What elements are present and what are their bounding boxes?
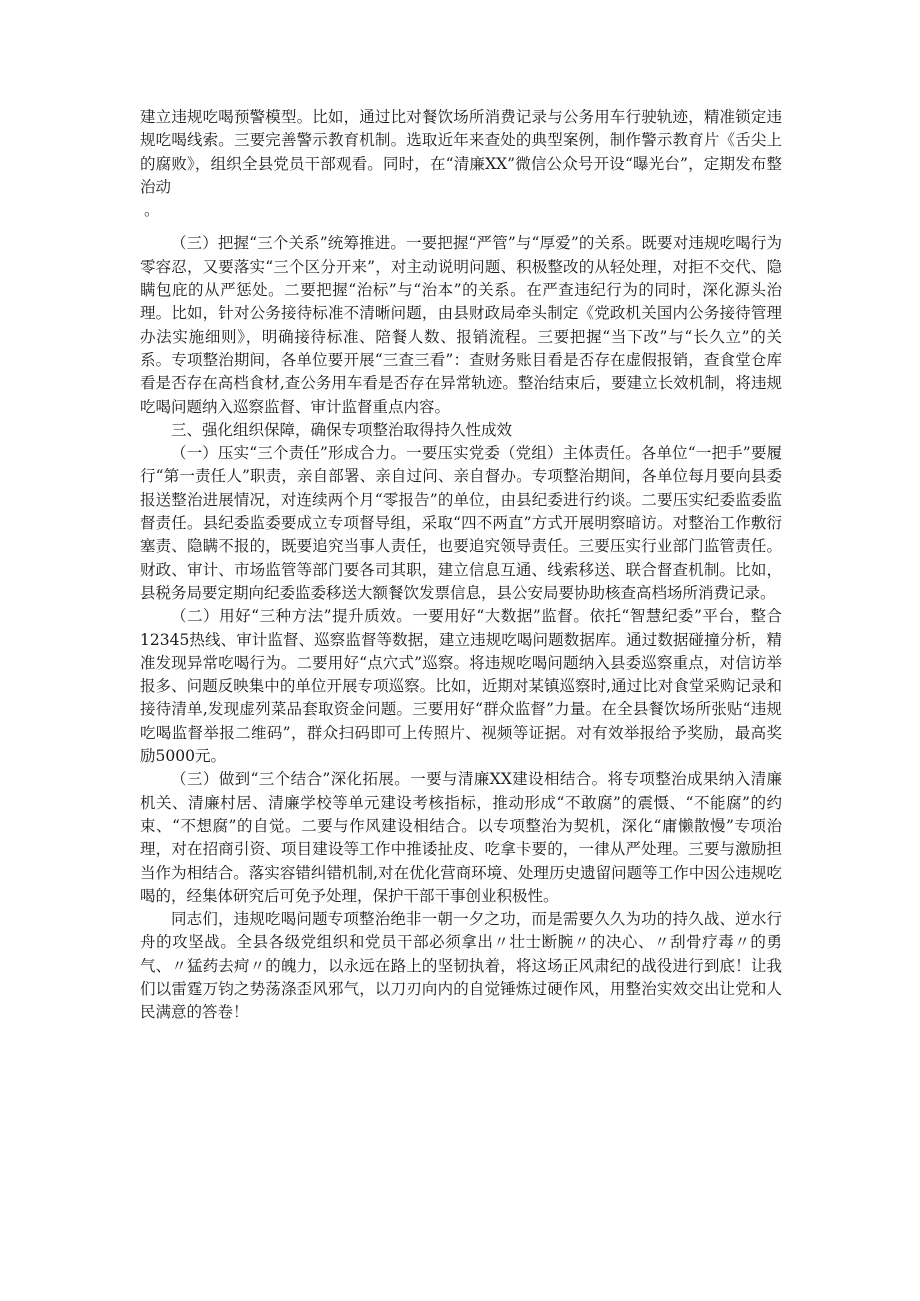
section-heading-organization: 三、强化组织保障，确保专项整治取得持久性成效 xyxy=(171,420,513,439)
paragraph-gap xyxy=(140,222,782,232)
paragraph-three-relations: （三）把握“三个关系”统筹推进。一要把握“严管”与“厚爱”的关系。既要对违规吃喝行为零容忍，又要落实“三个区分开来”，对主动说明问题、积极整改的从轻处理，对拒不交代、隐瞒包庇的从严惩处。二要把握“治标”与“治本”的关系。在严查违纪行为的同时，深化源头治理。比如，针对公务接待标准不清晰问题，由县财政局牵头制定《党政机关国内公务接待管理办法实施细则》，明确接待标准、陪餐人数、报销流程。三要把握“当下改”与“长久立”的关系。专项整治期间，各单位要开展“三查三看”：查财务账目看是否存在虚假报销，查食堂仓库看是否存在高档食材,查公务用车看是否存在异常轨迹。整治结束后，要建立长效机制，将违规吃喝问题纳入巡察监督、审计监督重点内容。 xyxy=(140,234,782,416)
paragraph-closing-remarks: 同志们，违规吃喝问题专项整治绝非一朝一夕之功，而是需要久久为功的持久战、逆水行舟的攻坚战。全县各级党组织和党员干部必须拿出〃壮士断腕〃的决心、〃刮骨疗毒〃的勇气、〃猛药去疴〃的魄力，以永远在路上的坚韧执着，将这场正风肃纪的战役进行到底！让我们以雷霆万钧之势荡涤歪风邪气，以刀刃向内的自觉锤炼过硬作风，用整治实效交出让党和人民满意的答卷！ xyxy=(140,910,782,1022)
document-body xyxy=(140,106,782,1025)
paragraph-three-methods: （二）用好“三种方法”提升质效。一要用好“大数据”监督。依托“智慧纪委”平台，整合12345热线、审计监督、巡察监督等数据，建立违规吃喝问题数据库。通过数据碰撞分析，精准发现异常吃喝行为。二要用好“点穴式”巡察。将违规吃喝问题纳入县委巡察重点，对信访举报多、问题反映集中的单位开展专项巡察。比如，近期对某镇巡察时,通过比对食堂采购记录和接待清单,发现虚列菜品套取资金问题。三要用好“群众监督”力量。在全县餐饮场所张贴“违规吃喝监督举报二维码”，群众扫码即可上传照片、视频等证据。对有效举报给予奖励，最高奖励5000元。 xyxy=(140,607,782,766)
paragraph-warning-model: 建立违规吃喝预警模型。比如，通过比对餐饮场所消费记录与公务用车行驶轨迹，精准锁定违规吃喝线索。三要完善警示教育机制。选取近年来查处的典型案例，制作警示教育片《舌尖上的腐败》，组织全县党员干部观看。同时，在“清廉XX”微信公众号开设“曝光台”，定期发布整治动 xyxy=(140,108,782,196)
paragraph-three-responsibilities: （一）压实“三个责任”形成合力。一要压实党委（党组）主体责任。各单位“一把手”要履行“第一责任人”职责，亲自部署、亲自过问、亲自督办。专项整治期间，各单位每月要向县委报送整治进展情况，对连续两个月“零报告”的单位，由县纪委进行约谈。二要压实纪委监委监督责任。县纪委监委要成立专项督导组，采取“四不两直”方式开展明察暗访。对整治工作敷衍塞责、隐瞒不报的，既要追究当事人责任，也要追究领导责任。三要压实行业部门监管责任。财政、审计、市场监管等部门要各司其职，建立信息互通、线索移送、联合督查机制。比如，县税务局要定期向纪委监委移送大额餐饮发票信息，县公安局要协助核查高档场所消费记录。 xyxy=(140,444,782,602)
paragraph-three-combinations: （三）做到“三个结合”深化拓展。一要与清廉XX建设相结合。将专项整治成果纳入清廉机关、清廉村居、清廉学校等单元建设考核指标，推动形成“不敢腐”的震慑、“不能腐”的约束、“不想腐”的自觉。二要与作风建设相结合。以专项整治为契机，深化“庸懒散慢”专项治理，对在招商引资、项目建设等工作中推诿扯皮、吃拿卡要的，一律从严处理。三要与激励担当作为相结合。落实容错纠错机制,对在优化营商环境、处理历史遗留问题等工作中因公违规吃喝的，经集体研究后可免予处理，保护干部干事创业积极性。 xyxy=(140,770,782,905)
paragraph-trailing-period: 。 xyxy=(144,201,160,220)
